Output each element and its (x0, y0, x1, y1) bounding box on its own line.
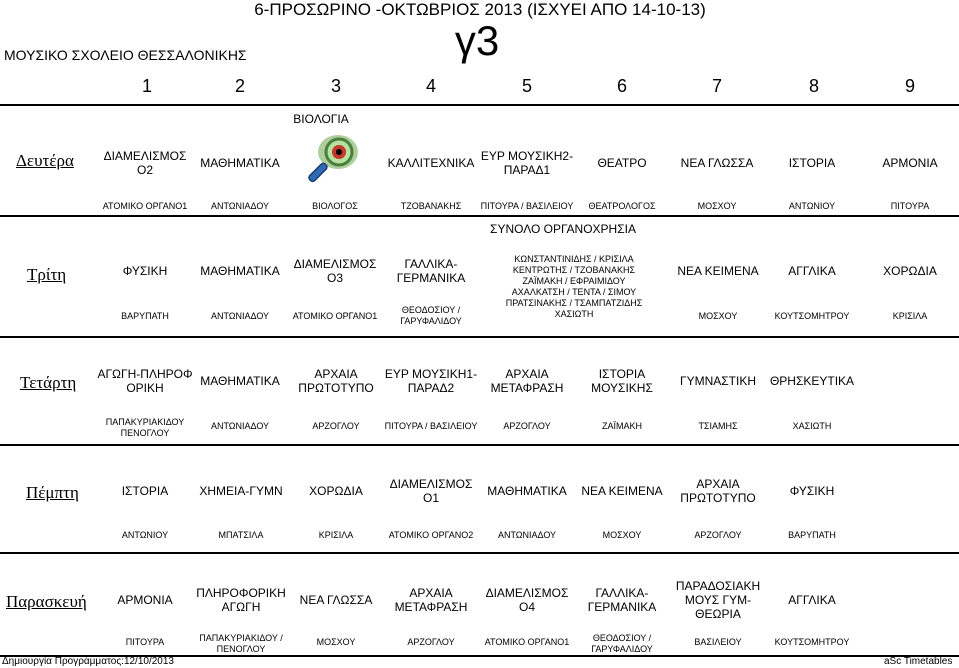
teacher-cell: ΒΑΣΙΛΕΙΟΥ (694, 637, 742, 647)
teacher-cell: ΒΑΡΥΠΑΤΗ (121, 311, 169, 321)
teacher-cell: ΚΡΙΣΙΛΑ (318, 530, 354, 540)
column-number: 3 (330, 76, 342, 96)
teacher-cell: ΤΖΟΒΑΝΑΚΗΣ (400, 201, 462, 211)
teacher-cell: ΑΡΖΟΓΛΟΥ (407, 637, 455, 647)
teacher-cell: ΘΕΑΤΡΟΛΟΓΟΣ (588, 201, 656, 211)
teacher-cell: ΑΤΟΜΙΚΟ ΟΡΓΑΝΟ2 (388, 530, 474, 540)
row-separator (0, 104, 959, 106)
subject-cell: ΧΟΡΩΔΙΑ (309, 484, 363, 498)
class-name: γ3 (454, 17, 500, 64)
brand-label: aSc Timetables (884, 656, 953, 667)
teacher-cell: ΠΙΤΟΥΡΑ (125, 637, 165, 647)
subject-cell: ΧΟΡΩΔΙΑ (883, 264, 937, 278)
teacher-cell: ΑΤΟΜΙΚΟ ΟΡΓΑΝΟ1 (292, 311, 378, 321)
subject-cell: ΓΑΛΛΙΚΑ- ΓΕΡΜΑΝΙΚΑ (587, 586, 657, 614)
subject-cell: ΑΡΧΑΙΑ ΜΕΤΑΦΡΑΣΗ (394, 586, 468, 614)
teacher-cell: ΠΑΠΑΚΥΡΙΑΚΙΔΟΥ / ΠΕΝΟΓΛΟΥ (199, 633, 283, 654)
subject-cell: ΕΥΡ ΜΟΥΣΙΚΗ1- ΠΑΡΑΔ2 (384, 367, 478, 395)
subject-cell: ΜΑΘΗΜΑΤΙΚΑ (487, 484, 567, 498)
teacher-cell: ΚΟΥΤΣΟΜΗΤΡΟΥ (774, 637, 850, 647)
ensemble-teachers: ΚΩΝΣΤΑΝΤΙΝΙΔΗΣ / ΚΡΙΣΙΛΑ ΚΕΝΤΡΩΤΗΣ / ΤΖΟΒΑΝΑΚΗΣ ΖΑΪΜΑΚΗ / ΕΦΡΑΙΜΙΔΟΥ ΑΧΑΛΚΑΤΣΗ / ΤΕΝΤΑ / ΣΙΜΟΥ ΠΡΑΤΣΙΝΑΚΗΣ / ΤΣΑΜΠΑΤΖΙΔΗΣ ΧΑΣΙΩΤΗ (505, 254, 643, 319)
subject-cell: ΠΑΡΑΔΟΣΙΑΚΗ ΜΟΥΣ ΓΥΜ- ΘΕΩΡΙΑ (675, 579, 761, 621)
teacher-cell: ΑΡΖΟΓΛΟΥ (694, 530, 742, 540)
teacher-cell: ΠΑΠΑΚΥΡΙΑΚΙΔΟΥ ΠΕΝΟΓΛΟΥ (105, 417, 185, 438)
teacher-cell: ΤΣΙΑΜΗΣ (698, 421, 738, 431)
teacher-cell: ΘΕΟΔΟΣΙΟΥ / ΓΑΡΥΦΑΛΙΔΟΥ (400, 305, 462, 326)
column-number: 8 (808, 76, 820, 96)
subject-cell: ΑΓΩΓΗ-ΠΛΗΡΟΦ ΟΡΙΚΗ (97, 367, 193, 395)
teacher-cell: ΑΡΖΟΓΛΟΥ (312, 421, 360, 431)
teacher-cell: ΜΟΣΧΟΥ (698, 311, 738, 321)
subject-cell: ΔΙΑΜΕΛΙΣΜΟΣ Ο1 (389, 477, 473, 505)
column-number: 6 (616, 76, 628, 96)
column-number: 5 (521, 76, 533, 96)
subject-cell: ΜΑΘΗΜΑΤΙΚΑ (200, 156, 280, 170)
column-number: 4 (425, 76, 437, 96)
teacher-cell: ΑΝΤΩΝΙΑΔΟΥ (210, 421, 270, 431)
teacher-cell: ΑΡΖΟΓΛΟΥ (503, 421, 551, 431)
teacher-cell: ΑΤΟΜΙΚΟ ΟΡΓΑΝΟ1 (484, 637, 570, 647)
teacher-cell: ΒΑΡΥΠΑΤΗ (788, 530, 836, 540)
teacher-cell: ΠΙΤΟΥΡΑ / ΒΑΣΙΛΕΙΟΥ (384, 421, 478, 431)
subject-cell: ΑΡΜΟΝΙΑ (882, 156, 938, 170)
subject-cell: ΕΥΡ ΜΟΥΣΙΚΗ2- ΠΑΡΑΔ1 (480, 149, 574, 177)
day-label-wednesday: Τετάρτη (20, 373, 77, 392)
teacher-cell: ΑΝΤΩΝΙΑΔΟΥ (497, 530, 557, 540)
row-separator (0, 215, 959, 217)
subject-cell: ΔΙΑΜΕΛΙΣΜΟΣ Ο3 (293, 257, 377, 285)
subject-cell: ΑΓΓΛΙΚΑ (788, 264, 836, 278)
subject-cell: ΓΥΜΝΑΣΤΙΚΗ (679, 374, 757, 388)
subject-cell: ΑΡΧΑΙΑ ΠΡΩΤΟΤΥΠΟ (680, 477, 756, 505)
teacher-cell: ΜΟΣΧΟΥ (602, 530, 642, 540)
subject-cell: ΝΕΑ ΚΕΙΜΕΝΑ (677, 264, 759, 278)
day-label-thursday: Πέμπτη (26, 483, 79, 502)
subject-cell: ΙΣΤΟΡΙΑ (788, 156, 836, 170)
subject-cell: ΝΕΑ ΓΛΩΣΣΑ (680, 156, 754, 170)
teacher-cell: ΑΤΟΜΙΚΟ ΟΡΓΑΝΟ1 (102, 201, 188, 211)
teacher-cell: ΠΙΤΟΥΡΑ (890, 201, 930, 211)
subject-cell: ΙΣΤΟΡΙΑ ΜΟΥΣΙΚΗΣ (591, 367, 653, 395)
day-label-tuesday: Τρίτη (27, 265, 67, 284)
subject-cell: ΚΑΛΛΙΤΕΧΝΙΚΑ (387, 156, 475, 170)
row-separator (0, 552, 959, 554)
subject-cell: ΠΛΗΡΟΦΟΡΙΚΗ ΑΓΩΓΗ (196, 586, 286, 614)
day-label-friday: Παρασκευή (6, 592, 87, 611)
teacher-cell: ΘΕΟΔΟΣΙΟΥ / ΓΑΡΥΦΑΛΙΔΟΥ (591, 633, 653, 654)
subject-cell: ΓΑΛΛΙΚΑ- ΓΕΡΜΑΝΙΚΑ (396, 257, 466, 285)
row-separator (0, 336, 959, 338)
created-date: Δημιουργία Προγράμματος:12/10/2013 (2, 656, 174, 667)
top-note-biology: ΒΙΟΛΟΓΙΑ (293, 112, 349, 126)
teacher-cell: ΜΟΣΧΟΥ (316, 637, 356, 647)
top-note-ensemble: ΣΥΝΟΛΟ ΟΡΓΑΝΟΧΡΗΣΙΑ (490, 222, 636, 236)
column-number: 2 (234, 76, 246, 96)
day-label-monday: Δευτέρα (16, 151, 74, 170)
teacher-cell: ΧΑΣΙΩΤΗ (792, 421, 832, 431)
column-number: 7 (711, 76, 723, 96)
teacher-cell: ΑΝΤΩΝΙΟΥ (121, 530, 169, 540)
school-name: ΜΟΥΣΙΚΟ ΣΧΟΛΕΙΟ ΘΕΣΣΑΛΟΝΙΚΗΣ (4, 47, 247, 63)
teacher-cell: ΚΟΥΤΣΟΜΗΤΡΟΥ (774, 311, 850, 321)
teacher-cell: ΑΝΤΩΝΙΟΥ (788, 201, 836, 211)
teacher-cell: ΑΝΤΩΝΙΑΔΟΥ (210, 311, 270, 321)
subject-cell: ΜΑΘΗΜΑΤΙΚΑ (200, 264, 280, 278)
teacher-cell: ΑΝΤΩΝΙΑΔΟΥ (210, 201, 270, 211)
subject-cell: ΑΡΧΑΙΑ ΠΡΩΤΟΤΥΠΟ (298, 367, 374, 395)
timetable-title: 6-ΠΡΟΣΩΡΙΝΟ -ΟΚΤΩΒΡΙΟΣ 2013 (ΙΣΧΥΕΙ ΑΠΟ 14-10-13) (254, 0, 706, 19)
subject-cell: ΑΓΓΛΙΚΑ (788, 593, 836, 607)
subject-cell: ΦΥΣΙΚΗ (122, 264, 168, 278)
subject-cell: ΘΡΗΣΚΕΥΤΙΚΑ (769, 374, 855, 388)
teacher-cell: ΖΑΪΜΑΚΗ (601, 421, 643, 431)
teacher-cell: ΠΙΤΟΥΡΑ / ΒΑΣΙΛΕΙΟΥ (480, 201, 574, 211)
subject-cell: ΑΡΜΟΝΙΑ (117, 593, 173, 607)
magnifier-icon (305, 132, 363, 184)
teacher-cell: ΒΙΟΛΟΓΟΣ (312, 201, 358, 211)
row-separator (0, 444, 959, 446)
subject-cell: ΝΕΑ ΚΕΙΜΕΝΑ (581, 484, 663, 498)
teacher-cell: ΜΠΑΤΣΙΛΑ (218, 530, 264, 540)
subject-cell: ΔΙΑΜΕΛΙΣΜΟΣ Ο4 (485, 586, 569, 614)
subject-cell: ΙΣΤΟΡΙΑ (121, 484, 169, 498)
column-number: 1 (141, 76, 153, 96)
subject-cell: ΘΕΑΤΡΟ (597, 156, 647, 170)
subject-cell: ΝΕΑ ΓΛΩΣΣΑ (299, 593, 373, 607)
subject-cell: ΧΗΜΕΙΑ-ΓΥΜΝ (199, 484, 283, 498)
teacher-cell: ΚΡΙΣΙΛΑ (892, 311, 928, 321)
subject-cell: ΜΑΘΗΜΑΤΙΚΑ (200, 374, 280, 388)
subject-cell: ΑΡΧΑΙΑ ΜΕΤΑΦΡΑΣΗ (490, 367, 564, 395)
subject-cell: ΔΙΑΜΕΛΙΣΜΟΣ Ο2 (103, 149, 187, 177)
column-number: 9 (904, 76, 916, 96)
subject-cell: ΦΥΣΙΚΗ (789, 484, 835, 498)
teacher-cell: ΜΟΣΧΟΥ (697, 201, 737, 211)
